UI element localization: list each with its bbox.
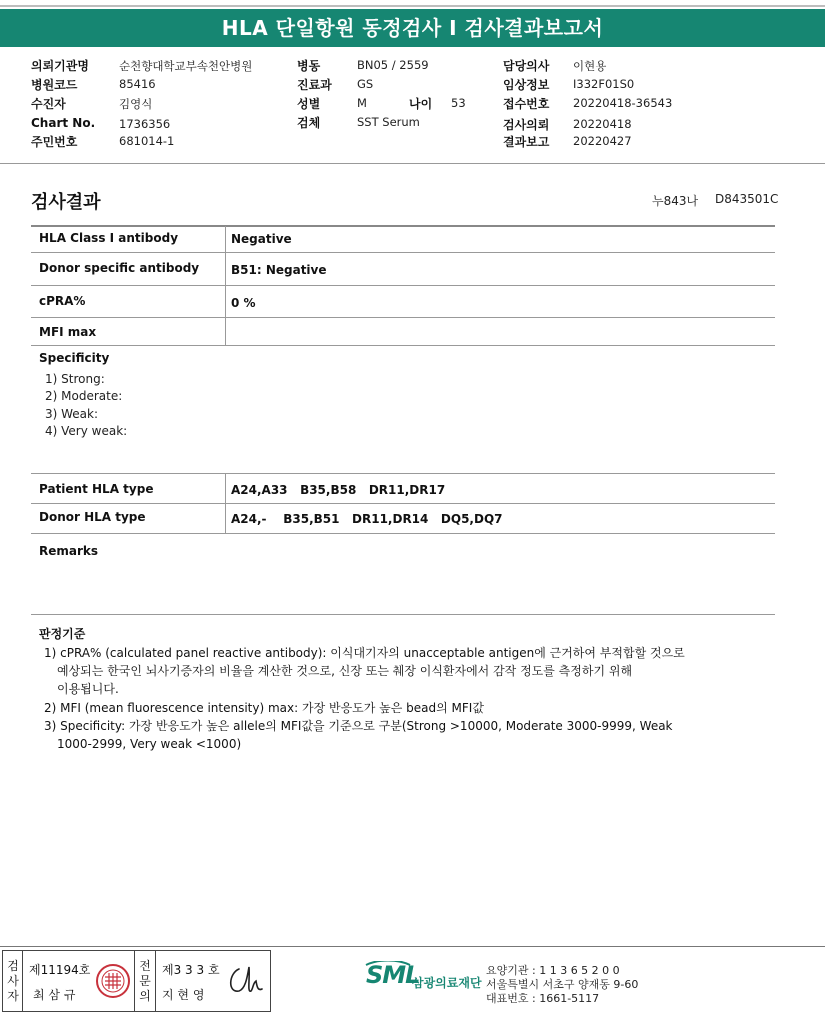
org-name: 삼광의료재단	[412, 976, 482, 990]
patient-hla-value: A24,A33 B35,B58 DR11,DR17	[231, 483, 446, 497]
org-line-3: 대표번호 : 1661-5117	[486, 992, 600, 1005]
label-hospital-code: 병원코드	[31, 78, 78, 92]
reviewer-v3: 의	[139, 989, 151, 1003]
row-value-dsa: B51: Negative	[231, 263, 327, 277]
specificity-very-weak: 4) Very weak:	[45, 424, 128, 438]
tester-v1: 검	[7, 959, 19, 973]
tester-name: 최 삼 규	[33, 988, 76, 1002]
remarks-divider	[31, 614, 775, 615]
specificity-label: Specificity	[39, 351, 110, 365]
row-label-cpra: cPRA%	[39, 294, 86, 308]
signature-box	[2, 950, 271, 1012]
tester-license: 제11194호	[29, 963, 91, 977]
results-code-2: D843501C	[715, 192, 779, 206]
row-label-mfi: MFI max	[39, 325, 97, 339]
row-value-cpra: 0 %	[231, 296, 256, 310]
tester-v3: 자	[7, 989, 19, 1003]
value-clinical-info: I332F01S0	[573, 77, 635, 91]
label-request-date: 검사의뢰	[503, 118, 550, 132]
results-title: 검사결과	[31, 192, 101, 213]
specificity-weak: 3) Weak:	[45, 407, 99, 421]
value-specimen: SST Serum	[357, 115, 420, 129]
criteria-line-6: 1000-2999, Very weak <1000)	[57, 737, 242, 751]
value-patient: 김영식	[119, 97, 153, 111]
label-receipt-no: 접수번호	[503, 97, 550, 111]
label-report-date: 결과보고	[503, 135, 550, 149]
value-age: 53	[451, 96, 466, 110]
remarks-label: Remarks	[39, 544, 99, 558]
criteria-line-4: 2) MFI (mean fluorescence intensity) max: 가장 반응도가 높은 bead의 MFI값	[44, 701, 484, 715]
specificity-strong: 1) Strong:	[45, 372, 105, 386]
value-department: GS	[357, 77, 374, 91]
org-line-1: 요양기관 : 1 1 3 6 5 2 0 0	[486, 964, 620, 977]
header-divider	[0, 163, 825, 164]
value-receipt-no: 20220418-36543	[573, 96, 673, 110]
reviewer-v1: 전	[139, 959, 151, 973]
label-department: 진료과	[297, 78, 332, 92]
report-title: HLA 단일항원 동정검사 I 검사결과보고서	[0, 9, 825, 47]
value-report-date: 20220427	[573, 134, 632, 148]
criteria-line-1: 1) cPRA% (calculated panel reactive antibody): 이식대기자의 unacceptable antigen에 근거하여 부적합할 것으로	[44, 646, 685, 660]
footer-divider	[0, 946, 825, 947]
value-sex: M	[357, 96, 367, 110]
value-ward: BN05 / 2559	[357, 58, 429, 72]
org-line-2: 서울특별시 서초구 양재동 9-60	[486, 978, 639, 991]
patient-hla-label: Patient HLA type	[39, 482, 154, 496]
criteria-line-2: 예상되는 한국인 뇌사기증자의 비율을 계산한 것으로, 신장 또는 췌장 이식환자에서 감작 정도를 측정하기 위해	[57, 664, 633, 678]
label-ward: 병동	[297, 59, 321, 73]
label-chart-no: Chart No.	[31, 116, 96, 130]
donor-hla-value: A24,- B35,B51 DR11,DR14 DQ5,DQ7	[231, 512, 503, 526]
donor-hla-label: Donor HLA type	[39, 510, 146, 524]
specificity-moderate: 2) Moderate:	[45, 389, 123, 403]
label-specimen: 검체	[297, 116, 321, 130]
criteria-line-3: 이용됩니다.	[57, 682, 119, 696]
criteria-line-5: 3) Specificity: 가장 반응도가 높은 allele의 MFI값을 기준으로 구분(Strong >10000, Moderate 3000-9999, Weak	[44, 719, 673, 733]
reviewer-license: 제3 3 3 호	[162, 963, 220, 977]
label-age: 나이	[409, 97, 433, 111]
row-label-class1: HLA Class I antibody	[39, 231, 179, 245]
value-resident-no: 681014-1	[119, 134, 175, 148]
results-code-1: 누843나	[652, 194, 699, 208]
value-request-date: 20220418	[573, 117, 632, 131]
label-clinical-info: 임상정보	[503, 78, 550, 92]
signature-icon	[225, 959, 265, 1001]
label-sex: 성별	[297, 97, 321, 111]
logo-swoosh-icon	[364, 961, 412, 991]
sml-logo: SML	[366, 961, 420, 989]
top-rule	[0, 5, 825, 7]
value-doctor: 이현용	[573, 59, 607, 73]
label-doctor: 담당의사	[503, 59, 550, 73]
value-chart-no: 1736356	[119, 117, 171, 131]
label-institution: 의뢰기관명	[31, 59, 89, 73]
value-institution: 순천향대학교부속천안병원	[119, 59, 253, 73]
row-value-class1: Negative	[231, 232, 292, 246]
criteria-title: 판정기준	[39, 627, 86, 641]
value-hospital-code: 85416	[119, 77, 156, 91]
official-seal-icon	[95, 963, 131, 999]
tester-v2: 사	[7, 974, 19, 988]
label-resident-no: 주민번호	[31, 135, 78, 149]
label-patient: 수진자	[31, 97, 66, 111]
row-label-dsa: Donor specific antibody	[39, 261, 200, 275]
reviewer-v2: 문	[139, 974, 151, 988]
reviewer-name: 지 현 영	[162, 988, 205, 1002]
